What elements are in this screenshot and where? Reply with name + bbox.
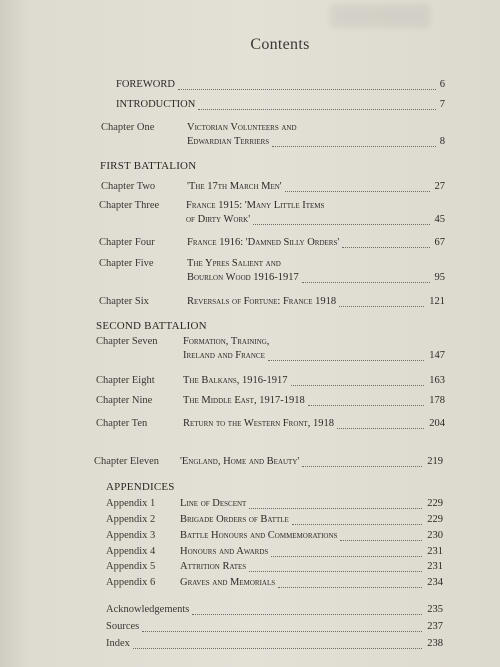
toc-page-number: 95 <box>434 272 445 283</box>
toc-label: Appendix 6 <box>106 577 156 588</box>
toc-page-number: 147 <box>429 350 445 361</box>
toc-entry-line: Return to the Western Front, 1918 <box>183 418 334 429</box>
toc-entry-line: Brigade Orders of Battle <box>180 514 289 525</box>
toc-entry-line: FOREWORD <box>116 79 175 90</box>
toc-label: Chapter Ten <box>96 418 148 429</box>
toc-leader <box>253 224 430 225</box>
toc-entry-line: 'England, Home and Beauty' <box>180 456 300 467</box>
toc-label: Appendix 3 <box>106 530 156 541</box>
toc-page-number: 219 <box>427 456 443 467</box>
toc-leader <box>285 191 430 192</box>
toc-label: Chapter Three <box>99 200 160 211</box>
bleed-through <box>330 4 430 28</box>
toc-entry-line: Honours and Awards <box>180 546 269 557</box>
toc-leader <box>339 306 424 307</box>
toc-page-number: 231 <box>427 546 443 557</box>
toc-leader <box>337 428 424 429</box>
toc-entry-line: The Balkans, 1916-1917 <box>183 375 288 386</box>
toc-label: Chapter Five <box>99 258 154 269</box>
toc-entry-line: of Dirty Work' <box>186 214 251 225</box>
toc-page-number: 235 <box>427 604 443 615</box>
toc-leader <box>271 556 422 557</box>
toc-entry-line: France 1916: 'Damned Silly Orders' <box>187 237 340 248</box>
toc-leader <box>302 282 430 283</box>
toc-label: Index <box>106 638 130 649</box>
toc-label: Chapter Four <box>99 237 155 248</box>
toc-entry-line: The Ypres Salient and <box>187 258 281 269</box>
toc-label: Chapter Eleven <box>94 456 160 467</box>
toc-page-number: 231 <box>427 561 443 572</box>
toc-page-number: 229 <box>427 514 443 525</box>
toc-page-number: 229 <box>427 498 443 509</box>
toc-entry-line: 'The 17th March Men' <box>187 181 282 192</box>
toc-leader <box>291 385 424 386</box>
toc-leader <box>268 360 424 361</box>
toc-page-number: 178 <box>429 395 445 406</box>
toc-page-number: 204 <box>429 418 445 429</box>
heading-second-battalion: SECOND BATTALION <box>96 320 207 332</box>
toc-entry-line: Reversals of Fortune: France 1918 <box>187 296 337 307</box>
toc-label: Chapter Nine <box>96 395 153 406</box>
toc-leader <box>249 508 422 509</box>
toc-leader <box>342 247 430 248</box>
toc-page-number: 230 <box>427 530 443 541</box>
toc-label: Acknowledgements <box>106 604 190 615</box>
toc-page-number: 67 <box>434 237 445 248</box>
toc-leader <box>340 540 422 541</box>
toc-label: Chapter One <box>101 122 155 133</box>
toc-leader <box>192 614 422 615</box>
toc-page-number: 237 <box>427 621 443 632</box>
toc-leader <box>249 571 422 572</box>
toc-entry-line: France 1915: 'Many Little Items <box>186 200 325 211</box>
toc-label: Appendix 4 <box>106 546 156 557</box>
toc-page-number: 6 <box>439 79 445 90</box>
toc-entry-line: Formation, Training, <box>183 336 270 347</box>
toc-label: Appendix 1 <box>106 498 156 509</box>
toc-leader <box>302 466 422 467</box>
toc-leader <box>133 648 422 649</box>
toc-leader <box>198 109 436 110</box>
toc-entry-line: Attrition Rates <box>180 561 247 572</box>
toc-leader <box>292 524 422 525</box>
toc-leader <box>178 89 436 90</box>
toc-page-number: 8 <box>439 136 445 147</box>
toc-entry-line: Edwardian Terriers <box>187 136 270 147</box>
toc-leader <box>272 146 436 147</box>
heading-appendices: APPENDICES <box>106 481 175 493</box>
heading-first-battalion: FIRST BATTALION <box>100 160 197 172</box>
toc-entry-line: Battle Honours and Commemorations <box>180 530 338 541</box>
toc-leader <box>308 405 424 406</box>
toc-page-number: 45 <box>434 214 445 225</box>
toc-entry-line: INTRODUCTION <box>116 99 196 110</box>
toc-entry-line: Bourlon Wood 1916-1917 <box>187 272 299 283</box>
toc-page-number: 121 <box>429 296 445 307</box>
toc-entry-line: Ireland and France <box>183 350 265 361</box>
toc-label: Chapter Six <box>99 296 149 307</box>
toc-page-number: 238 <box>427 638 443 649</box>
toc-page-number: 7 <box>439 99 445 110</box>
toc-page-number: 234 <box>427 577 443 588</box>
toc-entry-line: Victorian Volunteers and <box>187 122 297 133</box>
toc-label: Chapter Two <box>101 181 156 192</box>
toc-page-number: 27 <box>434 181 445 192</box>
toc-label: Sources <box>106 621 140 632</box>
page-title: Contents <box>250 36 310 53</box>
toc-leader <box>278 587 422 588</box>
toc-page-number: 163 <box>429 375 445 386</box>
toc-entry-line: Graves and Memorials <box>180 577 276 588</box>
toc-entry-line: Line of Descent <box>180 498 247 509</box>
toc-label: Chapter Eight <box>96 375 155 386</box>
toc-leader <box>142 631 422 632</box>
toc-label: Appendix 5 <box>106 561 156 572</box>
toc-label: Appendix 2 <box>106 514 156 525</box>
toc-label: Chapter Seven <box>96 336 158 347</box>
toc-entry-line: The Middle East, 1917-1918 <box>183 395 305 406</box>
